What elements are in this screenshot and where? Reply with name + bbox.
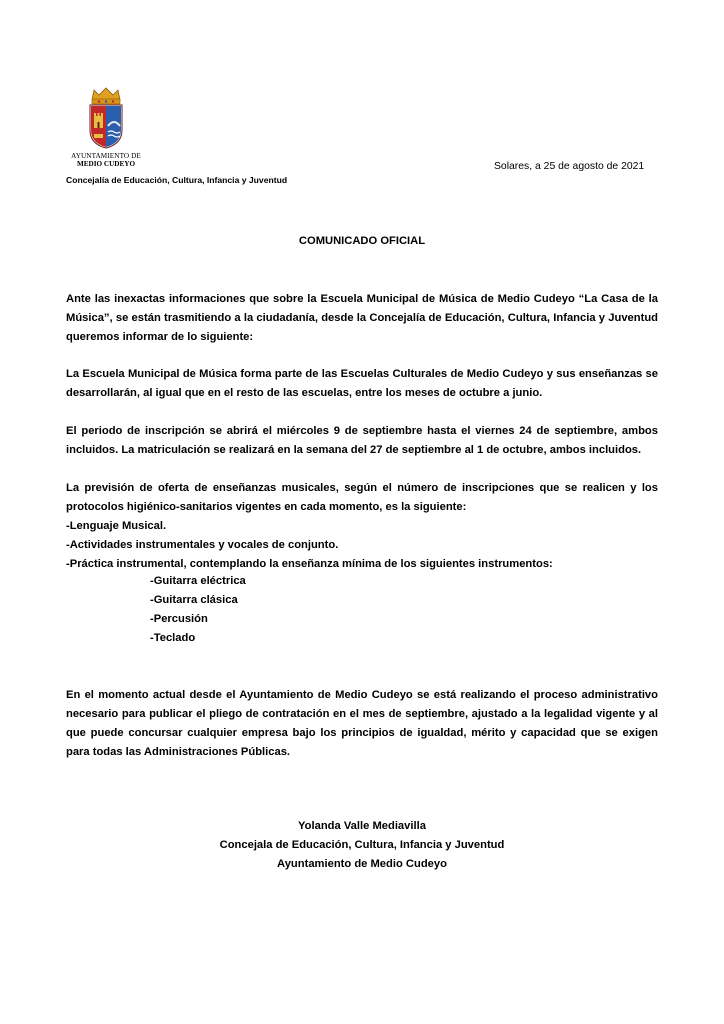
paragraph-administrative: En el momento actual desde el Ayuntamiento de Medio Cudeyo se está realizando el proceso administrativo necesario para publicar el pliego de contratación en el mes de septiembre, ajustado a la legalidad vigente y al que puede concursar cualquier empresa bajo los principios de igualdad, mérito y capacidad que se exigen para todas las Administraciones Públicas. bbox=[66, 689, 658, 758]
list-item: -Teclado bbox=[150, 632, 196, 644]
department-header: Concejalía de Educación, Cultura, Infancia y Juventud bbox=[66, 175, 288, 185]
list-item: -Actividades instrumentales y vocales de conjunto. bbox=[66, 539, 339, 551]
paragraph-intro: Ante las inexactas informaciones que sobre la Escuela Municipal de Música de Medio Cudeyo “La Casa de la Música”, se están trasmitiendo a la ciudadanía, desde la Concejalía de Educación, Cultura, Infancia y Juventud queremos informar de lo siguiente: bbox=[66, 293, 658, 343]
document-title: COMUNICADO OFICIAL bbox=[298, 235, 426, 247]
course-list bbox=[66, 517, 553, 574]
signature-block bbox=[0, 817, 724, 874]
list-item: -Guitarra eléctrica bbox=[150, 575, 246, 587]
paragraph-school: La Escuela Municipal de Música forma parte de las Escuelas Culturales de Medio Cudeyo y sus enseñanzas se desarrollarán, al igual que en el resto de las escuelas, entre los meses de octubre a junio. bbox=[66, 368, 658, 399]
instrument-list bbox=[150, 572, 246, 648]
signatory-role: Concejala de Educación, Cultura, Infancia y Juventud bbox=[219, 839, 505, 851]
org-name-line1: AYUNTAMIENTO DE bbox=[71, 152, 141, 160]
signatory-org: Ayuntamiento de Medio Cudeyo bbox=[277, 858, 447, 870]
document-date: Solares, a 25 de agosto de 2021 bbox=[494, 161, 645, 172]
paragraph-offer: La previsión de oferta de enseñanzas musicales, según el número de inscripciones que se realicen y los protocolos higiénico-sanitarios vigentes en cada momento, es la siguiente: bbox=[66, 482, 658, 513]
list-item: -Práctica instrumental, contemplando la enseñanza mínima de los siguientes instrumentos: bbox=[66, 558, 553, 570]
org-name-line2: MEDIO CUDEYO bbox=[76, 160, 136, 168]
list-item: -Percusión bbox=[150, 613, 208, 625]
list-item: -Guitarra clásica bbox=[150, 594, 238, 606]
paragraph-enrollment: El periodo de inscripción se abrirá el miércoles 9 de septiembre hasta el viernes 24 de septiembre, ambos incluidos. La matriculación se realizará en la semana del 27 de septiembre al 1 de octubre, ambos incluidos. bbox=[66, 425, 658, 456]
signatory-name: Yolanda Valle Mediavilla bbox=[298, 820, 426, 832]
coat-of-arms-icon bbox=[84, 86, 128, 150]
list-item: -Lenguaje Musical. bbox=[66, 520, 167, 532]
